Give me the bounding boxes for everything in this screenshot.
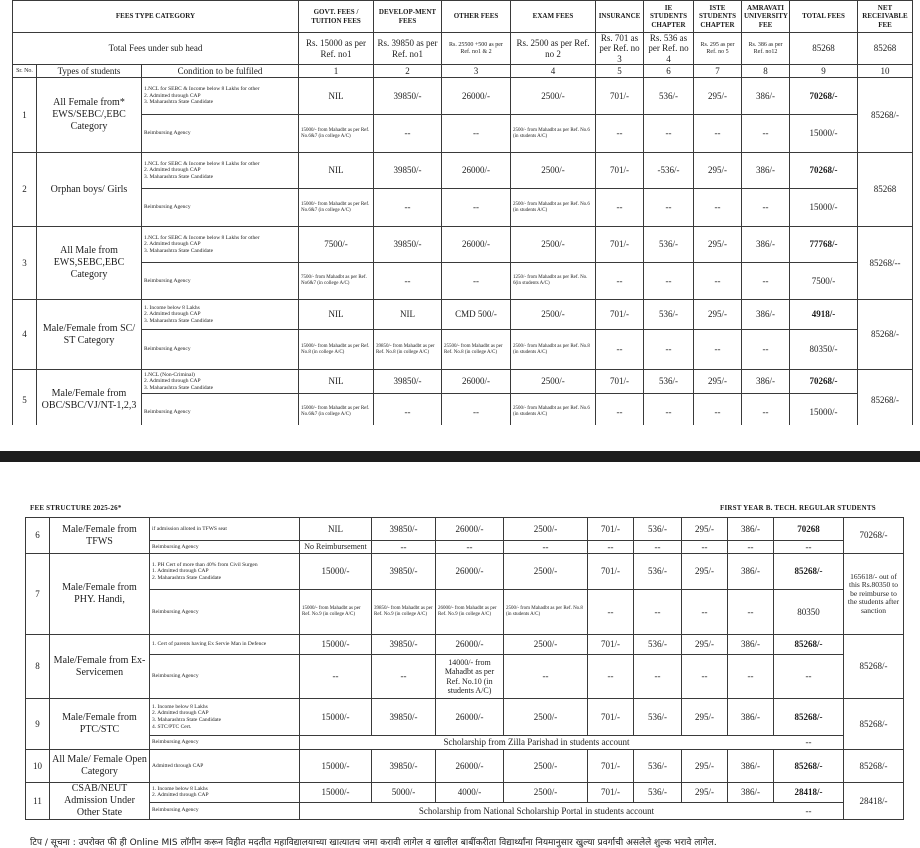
scholarship-note: Scholarship from Zilla Parishad in students account bbox=[300, 736, 774, 750]
total-fee-cell: 70268 bbox=[774, 518, 844, 541]
fee-cell: 701/- bbox=[596, 227, 644, 263]
fee-cell: 536/- bbox=[634, 750, 682, 783]
fee-cell: 536/- bbox=[644, 370, 694, 394]
fee-cell: 701/- bbox=[596, 78, 644, 115]
fee-cell: NIL bbox=[374, 300, 442, 330]
fee-cell: 701/- bbox=[588, 554, 634, 590]
table-row bbox=[13, 300, 913, 330]
reimbursement-cell: -- bbox=[694, 189, 742, 227]
column-number: 6 bbox=[644, 65, 694, 78]
row-sr-no: 7 bbox=[26, 554, 50, 635]
total-fee-cell: 28418/- bbox=[774, 783, 844, 803]
subhead-value: Rs. 536 as per Ref. no 4 bbox=[644, 33, 694, 65]
header-row bbox=[13, 1, 913, 33]
table-row-reimbursement bbox=[13, 330, 913, 370]
reimbursement-cell: 15000/- from Mahadbt as per Ref. No.6&7 (in college A/C) bbox=[299, 115, 374, 153]
reimbursement-cell: -- bbox=[588, 655, 634, 699]
reimbursement-cell: 14000/- from Mahadbt as per Ref. No.10 (in students A/C) bbox=[436, 655, 504, 699]
fee-cell: NIL bbox=[300, 518, 372, 541]
fee-cell: 15000/- bbox=[300, 699, 372, 736]
table-row bbox=[26, 699, 904, 736]
fee-cell: CMD 500/- bbox=[442, 300, 511, 330]
reimbursement-cell: -- bbox=[596, 189, 644, 227]
total-fee-cell: 85268/- bbox=[774, 635, 844, 655]
reimbursement-cell: 1250/- from Mahadbt as per Ref. No. 6(in students A/C) bbox=[511, 263, 596, 300]
fee-structure-title: FEE STRUCTURE 2025-26* bbox=[30, 504, 122, 512]
fee-cell: 2500/- bbox=[511, 370, 596, 394]
reimbursement-cell: 39850/- from Mahadbt as per Ref. No.8 (in college A/C) bbox=[374, 330, 442, 370]
fee-page-bottom bbox=[0, 462, 920, 848]
fee-cell: 536/- bbox=[634, 783, 682, 803]
column-number: 10 bbox=[858, 65, 913, 78]
student-type: CSAB/NEUT Admission Under Other State bbox=[50, 783, 150, 820]
table-row bbox=[26, 635, 904, 655]
fee-cell: 295/- bbox=[694, 227, 742, 263]
table-row-reimbursement bbox=[26, 802, 904, 819]
reimbursement-total-cell: 15000/- bbox=[790, 115, 858, 153]
reimbursement-cell: -- bbox=[442, 263, 511, 300]
fee-cell: 15000/- bbox=[300, 783, 372, 803]
table-row-reimbursement bbox=[13, 263, 913, 300]
fee-cell: 15000/- bbox=[300, 750, 372, 783]
reimbursement-total-cell: 80350/- bbox=[790, 330, 858, 370]
column-number: 4 bbox=[511, 65, 596, 78]
net-receivable-cell: 85268 bbox=[858, 153, 913, 227]
table-row bbox=[13, 370, 913, 394]
eligibility-condition: 1. Income below 8 Lakhs 2. Admitted through CAP bbox=[150, 783, 300, 803]
reimbursement-cell: -- bbox=[682, 590, 728, 635]
reimbursement-cell: 2500/- from Mahadbt as per Ref. No.6 (in students A/C) bbox=[511, 394, 596, 431]
fee-cell: 15000/- bbox=[300, 635, 372, 655]
reimbursement-cell: -- bbox=[644, 394, 694, 431]
reimbursement-cell: -- bbox=[436, 541, 504, 554]
fee-cell: 5000/- bbox=[372, 783, 436, 803]
col-header-ie-chapter: IE STUDENTS CHAPTER bbox=[644, 1, 694, 33]
fee-cell: NIL bbox=[299, 370, 374, 394]
reimbursement-cell: -- bbox=[742, 330, 790, 370]
table-row-reimbursement bbox=[26, 655, 904, 699]
fee-cell: 39850/- bbox=[374, 227, 442, 263]
reimbursement-cell: 2500/- from Mahadbt as per Ref. No.8 (in students A/C) bbox=[511, 330, 596, 370]
condition-header: Condition to be fulfiled bbox=[142, 65, 299, 78]
reimbursement-cell: -- bbox=[694, 115, 742, 153]
fee-cell: 386/- bbox=[728, 635, 774, 655]
scholarship-note: Scholarship from National Scholarship Portal in students account bbox=[300, 802, 774, 819]
reimbursement-cell: -- bbox=[374, 189, 442, 227]
table-row-reimbursement bbox=[26, 590, 904, 635]
fee-cell: 39850/- bbox=[372, 554, 436, 590]
reimbursement-cell: -- bbox=[372, 541, 436, 554]
fee-cell: 26000/- bbox=[436, 750, 504, 783]
net-receivable-cell: 85268/- bbox=[858, 78, 913, 153]
reimbursement-cell: -- bbox=[742, 115, 790, 153]
reimbursement-cell: -- bbox=[694, 263, 742, 300]
subhead-label: Total Fees under sub head bbox=[13, 33, 299, 65]
student-type: All Male/ Female Open Category bbox=[50, 750, 150, 783]
row-sr-no: 3 bbox=[13, 227, 37, 300]
fee-cell: 2500/- bbox=[504, 518, 588, 541]
column-number: 5 bbox=[596, 65, 644, 78]
reimbursement-cell: -- bbox=[634, 590, 682, 635]
reimbursement-cell: -- bbox=[596, 394, 644, 431]
total-fee-cell: 4918/- bbox=[790, 300, 858, 330]
fee-cell: 2500/- bbox=[504, 554, 588, 590]
reimbursing-agency-label: Reimbursing Agency bbox=[150, 655, 300, 699]
col-header-total-fees: TOTAL FEES bbox=[790, 1, 858, 33]
table-row-reimbursement bbox=[26, 541, 904, 554]
reimbursing-agency-label: Reimbursing Agency bbox=[142, 115, 299, 153]
fees-type-category-header: FEES TYPE CATEGORY bbox=[13, 1, 299, 33]
total-fee-cell: 70268/- bbox=[790, 370, 858, 394]
reimbursement-total-cell: -- bbox=[774, 802, 844, 819]
subhead-value: 85268 bbox=[790, 33, 858, 65]
reimbursement-cell: -- bbox=[588, 541, 634, 554]
reimbursement-total-cell: -- bbox=[774, 736, 844, 750]
reimbursement-cell: -- bbox=[504, 655, 588, 699]
row-sr-no: 8 bbox=[26, 635, 50, 699]
reimbursement-cell: 2500/- from Mahadbt as per Ref. No.6 (in students A/C) bbox=[511, 115, 596, 153]
reimbursement-cell: -- bbox=[634, 655, 682, 699]
net-receivable-cell: 85268/-- bbox=[858, 227, 913, 300]
eligibility-condition: 1.NCL for SEBC & Income below 8 Lakhs for other 2. Admitted through CAP 3. Maharashtra State Candidate bbox=[142, 78, 299, 115]
col-header-govt-fees: GOVT. FEES / TUITION FEES bbox=[299, 1, 374, 33]
fee-table-part-2 bbox=[25, 517, 904, 820]
fee-cell: 26000/- bbox=[436, 635, 504, 655]
fee-cell: 2500/- bbox=[504, 750, 588, 783]
fee-cell: 4000/- bbox=[436, 783, 504, 803]
reimbursement-cell: -- bbox=[372, 655, 436, 699]
student-type: Male/Female from Ex-Servicemen bbox=[50, 635, 150, 699]
total-fee-cell: 85268/- bbox=[774, 750, 844, 783]
fee-cell: 2500/- bbox=[504, 783, 588, 803]
col-header-net-receivable: NET RECEIVABLE FEE bbox=[858, 1, 913, 33]
fee-cell: 39850/- bbox=[372, 750, 436, 783]
subhead-value: Rs. 295 as per Ref. no 5 bbox=[694, 33, 742, 65]
student-type: Male/Female from PHY. Handi, bbox=[50, 554, 150, 635]
fee-cell: 7500/- bbox=[299, 227, 374, 263]
reimbursement-cell: -- bbox=[596, 115, 644, 153]
fee-cell: 536/- bbox=[634, 518, 682, 541]
col-header-university-fee: AMRAVATI UNIVERSITY FEE bbox=[742, 1, 790, 33]
fee-cell: 295/- bbox=[694, 300, 742, 330]
table-row bbox=[26, 750, 904, 783]
fee-cell: 386/- bbox=[728, 518, 774, 541]
fee-cell: 26000/- bbox=[436, 699, 504, 736]
fee-cell: 26000/- bbox=[442, 227, 511, 263]
fee-cell: 2500/- bbox=[504, 699, 588, 736]
reimbursement-cell: -- bbox=[442, 189, 511, 227]
eligibility-condition: 1. Income below 8 Lakhs 2. Admitted through CAP 3. Maharashtra State Candidate bbox=[142, 300, 299, 330]
fee-cell: 386/- bbox=[742, 370, 790, 394]
no-reimbursement-cell: No Reimbursement bbox=[300, 541, 372, 554]
net-receivable-cell: 70268/- bbox=[844, 518, 904, 554]
fee-cell: 536/- bbox=[644, 227, 694, 263]
row-sr-no: 11 bbox=[26, 783, 50, 820]
net-receivable-cell: 165618/- out of this Rs.80350 to be reimburse to the students after sanction bbox=[844, 554, 904, 635]
col-header-iste-chapter: ISTE STUDENTS CHAPTER bbox=[694, 1, 742, 33]
reimbursement-cell: 15000/- from Mahadbt as per Ref. No.8 (in college A/C) bbox=[299, 330, 374, 370]
student-type: All Male from EWS,SEBC,EBC Category bbox=[37, 227, 142, 300]
reimbursement-cell: -- bbox=[442, 394, 511, 431]
reimbursing-agency-label: Reimbursing Agency bbox=[150, 736, 300, 750]
subhead-row bbox=[13, 33, 913, 65]
fee-cell: 536/- bbox=[644, 78, 694, 115]
row-sr-no: 5 bbox=[13, 370, 37, 431]
reimbursement-cell: 25500/- from Mahadbt as per Ref. No.8 (in college A/C) bbox=[442, 330, 511, 370]
reimbursement-total-cell: -- bbox=[774, 655, 844, 699]
first-year-title: FIRST YEAR B. TECH. REGULAR STUDENTS bbox=[720, 504, 876, 512]
fee-cell: 39850/- bbox=[372, 518, 436, 541]
fee-cell: 386/- bbox=[728, 554, 774, 590]
net-receivable-cell: 28418/- bbox=[844, 783, 904, 820]
subhead-value: Rs. 25500 +500 as per Ref. no1 & 2 bbox=[442, 33, 511, 65]
sr-no-header: Sr. No. bbox=[13, 65, 37, 78]
fee-cell: 295/- bbox=[682, 635, 728, 655]
column-number: 3 bbox=[442, 65, 511, 78]
fee-cell: 295/- bbox=[694, 370, 742, 394]
reimbursement-cell: 26000/- from Mahadbt as per Ref. No.9 (in college A/C) bbox=[436, 590, 504, 635]
col-header-exam-fees: EXAM FEES bbox=[511, 1, 596, 33]
column-number-row bbox=[13, 65, 913, 78]
column-number: 8 bbox=[742, 65, 790, 78]
reimbursement-cell: -- bbox=[694, 394, 742, 431]
table-row-reimbursement bbox=[13, 115, 913, 153]
reimbursement-cell: -- bbox=[374, 394, 442, 431]
reimbursement-total-cell: 80350 bbox=[774, 590, 844, 635]
subhead-value: Rs. 386 as per Ref. no12 bbox=[742, 33, 790, 65]
student-type: Male/Female from PTC/STC bbox=[50, 699, 150, 750]
reimbursement-cell: 15000/- from Mahadbt as per Ref. No.9 (in college A/C) bbox=[300, 590, 372, 635]
fee-cell: 26000/- bbox=[442, 78, 511, 115]
column-number: 2 bbox=[374, 65, 442, 78]
fee-cell: 2500/- bbox=[511, 78, 596, 115]
total-fee-cell: 85268/- bbox=[774, 554, 844, 590]
fee-cell: 39850/- bbox=[374, 370, 442, 394]
reimbursement-cell: -- bbox=[588, 590, 634, 635]
student-type: Orphan boys/ Girls bbox=[37, 153, 142, 227]
fee-cell: 295/- bbox=[682, 783, 728, 803]
fee-cell: 701/- bbox=[588, 635, 634, 655]
row-sr-no: 1 bbox=[13, 78, 37, 153]
reimbursement-cell: -- bbox=[442, 115, 511, 153]
total-fee-cell: 85268/- bbox=[774, 699, 844, 736]
reimbursement-cell: 15000/- from Mahadbt as per Ref. No.6&7 (in college A/C) bbox=[299, 189, 374, 227]
fee-cell: 39850/- bbox=[374, 153, 442, 189]
net-receivable-cell: 85268/- bbox=[858, 300, 913, 370]
reimbursement-cell: -- bbox=[596, 330, 644, 370]
eligibility-condition: 1.NCL (Non-Criminal) 2. Admitted through CAP 3. Maharashtra State Candidate bbox=[142, 370, 299, 394]
fee-cell: 295/- bbox=[694, 78, 742, 115]
reimbursement-cell: -- bbox=[374, 263, 442, 300]
table-row bbox=[13, 153, 913, 189]
row-sr-no: 6 bbox=[26, 518, 50, 554]
fee-cell: 386/- bbox=[742, 227, 790, 263]
table-row bbox=[13, 227, 913, 263]
row-sr-no: 4 bbox=[13, 300, 37, 370]
fee-cell: 701/- bbox=[596, 153, 644, 189]
reimbursement-cell: -- bbox=[682, 655, 728, 699]
fee-cell: 2500/- bbox=[504, 635, 588, 655]
fee-cell: 536/- bbox=[634, 635, 682, 655]
eligibility-condition: if admission alloted in TFWS seat bbox=[150, 518, 300, 541]
table-row-reimbursement bbox=[13, 189, 913, 227]
reimbursement-total-cell: -- bbox=[774, 541, 844, 554]
fee-cell: 386/- bbox=[728, 783, 774, 803]
total-fee-cell: 70268/- bbox=[790, 78, 858, 115]
reimbursement-cell: -- bbox=[634, 541, 682, 554]
fee-cell: 386/- bbox=[742, 300, 790, 330]
net-receivable-cell: 85268/- bbox=[844, 699, 904, 750]
fee-cell: 295/- bbox=[682, 750, 728, 783]
fee-cell: 386/- bbox=[742, 78, 790, 115]
row-sr-no: 9 bbox=[26, 699, 50, 750]
reimbursing-agency-label: Reimbursing Agency bbox=[150, 802, 300, 819]
reimbursing-agency-label: Reimbursing Agency bbox=[150, 541, 300, 554]
total-fee-cell: 70268/- bbox=[790, 153, 858, 189]
subhead-value: Rs. 2500 as per Ref. no 2 bbox=[511, 33, 596, 65]
reimbursing-agency-label: Reimbursing Agency bbox=[142, 330, 299, 370]
table-row-reimbursement bbox=[26, 736, 904, 750]
reimbursement-cell: -- bbox=[374, 115, 442, 153]
fee-cell: 701/- bbox=[588, 750, 634, 783]
fee-cell: 701/- bbox=[588, 783, 634, 803]
fee-cell: 386/- bbox=[728, 750, 774, 783]
fee-cell: 26000/- bbox=[436, 554, 504, 590]
reimbursement-cell: 15000/- from Mahadbt as per Ref. No.6&7 (in college A/C) bbox=[299, 394, 374, 431]
eligibility-condition: Admitted through CAP bbox=[150, 750, 300, 783]
fee-cell: 26000/- bbox=[442, 370, 511, 394]
subhead-value: Rs. 15000 as per Ref. no1 bbox=[299, 33, 374, 65]
fee-cell: 295/- bbox=[682, 518, 728, 541]
fee-cell: 39850/- bbox=[372, 635, 436, 655]
reimbursement-cell: 2500/- from Mahadbt as per Ref. No.8 (in students A/C) bbox=[504, 590, 588, 635]
reimbursement-cell: -- bbox=[742, 263, 790, 300]
types-header: Types of students bbox=[37, 65, 142, 78]
col-header-other-fees: OTHER FEES bbox=[442, 1, 511, 33]
fee-cell: 15000/- bbox=[300, 554, 372, 590]
reimbursing-agency-label: Reimbursing Agency bbox=[150, 590, 300, 635]
reimbursement-cell: -- bbox=[644, 263, 694, 300]
column-number: 9 bbox=[790, 65, 858, 78]
fee-cell: 701/- bbox=[588, 699, 634, 736]
reimbursement-cell: -- bbox=[682, 541, 728, 554]
subhead-value: Rs. 39850 as per Ref. no1 bbox=[374, 33, 442, 65]
net-receivable-cell: 85268/- bbox=[844, 750, 904, 783]
reimbursement-cell: -- bbox=[596, 263, 644, 300]
reimbursing-agency-label: Reimbursing Agency bbox=[142, 189, 299, 227]
reimbursing-agency-label: Reimbursing Agency bbox=[142, 263, 299, 300]
reimbursement-cell: -- bbox=[728, 590, 774, 635]
student-type: Male/Female from SC/ ST Category bbox=[37, 300, 142, 370]
table-row bbox=[26, 783, 904, 803]
fee-cell: -536/- bbox=[644, 153, 694, 189]
fee-table-part-1 bbox=[12, 0, 913, 431]
total-fee-cell: 77768/- bbox=[790, 227, 858, 263]
student-type: Male/Female from TFWS bbox=[50, 518, 150, 554]
page-separator bbox=[0, 425, 920, 462]
fee-cell: 386/- bbox=[742, 153, 790, 189]
fee-cell: 536/- bbox=[634, 699, 682, 736]
reimbursement-cell: -- bbox=[742, 394, 790, 431]
fee-cell: 536/- bbox=[644, 300, 694, 330]
reimbursement-cell: -- bbox=[644, 330, 694, 370]
footnote: टिप / सूचना : उपरोक्त फी ही Online MIS लॉगीन करून विहीत मदतीत महाविद्यालयाच्या खात्यातच जमा करावी लागेल व खालील बाबींकरीता विद्यार्थ्यांना नियमानुसार खुल्या प्रवर्गाची असलेले शुल्क भरावे लागेल. bbox=[30, 838, 717, 848]
row-sr-no: 2 bbox=[13, 153, 37, 227]
table-row bbox=[26, 518, 904, 541]
net-receivable-cell: 85268/- bbox=[858, 370, 913, 431]
fee-cell: NIL bbox=[299, 153, 374, 189]
eligibility-condition: 1. Cert of parents having Ex Servie Man in Defence bbox=[150, 635, 300, 655]
net-receivable-cell: 85268/- bbox=[844, 635, 904, 699]
reimbursement-cell: 39850/- from Mahadbt as per Ref. No.9 (in college A/C) bbox=[372, 590, 436, 635]
fee-cell: 26000/- bbox=[436, 518, 504, 541]
column-number: 7 bbox=[694, 65, 742, 78]
fee-cell: 701/- bbox=[596, 300, 644, 330]
table-row bbox=[26, 554, 904, 590]
eligibility-condition: 1. Income below 8 Lakhs 2. Admitted through CAP 3. Maharashtra State Candidate 4. STC/PTC Cert. bbox=[150, 699, 300, 736]
reimbursing-agency-label: Reimbursing Agency bbox=[142, 394, 299, 431]
fee-cell: 39850/- bbox=[372, 699, 436, 736]
fee-cell: 295/- bbox=[682, 554, 728, 590]
reimbursement-cell: -- bbox=[644, 189, 694, 227]
reimbursement-cell: 2500/- from Mahadbt as per Ref. No.6 (in students A/C) bbox=[511, 189, 596, 227]
fee-cell: 536/- bbox=[634, 554, 682, 590]
subhead-value: Rs. 701 as per Ref. no 3 bbox=[596, 33, 644, 65]
fee-cell: 2500/- bbox=[511, 300, 596, 330]
fee-cell: 295/- bbox=[682, 699, 728, 736]
col-header-development-fees: DEVELOP-MENT FEES bbox=[374, 1, 442, 33]
col-header-insurance: INSURANCE bbox=[596, 1, 644, 33]
fee-cell: 26000/- bbox=[442, 153, 511, 189]
reimbursement-cell: -- bbox=[504, 541, 588, 554]
reimbursement-cell: -- bbox=[728, 655, 774, 699]
reimbursement-total-cell: 15000/- bbox=[790, 189, 858, 227]
student-type: All Female from* EWS/SEBC/,EBC Category bbox=[37, 78, 142, 153]
table-row bbox=[13, 78, 913, 115]
eligibility-condition: 1.NCL for SEBC & Income below 8 Lakhs for other 2. Admitted through CAP 3. Maharashtra State Candidate bbox=[142, 227, 299, 263]
eligibility-condition: 1.NCL for SEBC & Income below 8 Lakhs for other 2. Admitted through CAP 3. Maharashtra State Candidate bbox=[142, 153, 299, 189]
fee-cell: 39850/- bbox=[374, 78, 442, 115]
reimbursement-total-cell: 7500/- bbox=[790, 263, 858, 300]
fee-cell: NIL bbox=[299, 300, 374, 330]
fee-cell: 295/- bbox=[694, 153, 742, 189]
reimbursement-cell: -- bbox=[694, 330, 742, 370]
fee-cell: 701/- bbox=[588, 518, 634, 541]
fee-cell: 701/- bbox=[596, 370, 644, 394]
reimbursement-cell: -- bbox=[644, 115, 694, 153]
column-number: 1 bbox=[299, 65, 374, 78]
reimbursement-cell: -- bbox=[300, 655, 372, 699]
eligibility-condition: 1. PH Cert of more than 40% from Civil Surgen 1. Admitted through CAP 2. Maharashtra State Candidate bbox=[150, 554, 300, 590]
fee-cell: NIL bbox=[299, 78, 374, 115]
fee-cell: 2500/- bbox=[511, 227, 596, 263]
row-sr-no: 10 bbox=[26, 750, 50, 783]
fee-cell: 386/- bbox=[728, 699, 774, 736]
reimbursement-cell: -- bbox=[728, 541, 774, 554]
student-type: Male/Female from OBC/SBC/VJ/NT-1,2,3 bbox=[37, 370, 142, 431]
fee-cell: 2500/- bbox=[511, 153, 596, 189]
subhead-value: 85268 bbox=[858, 33, 913, 65]
reimbursement-total-cell: 15000/- bbox=[790, 394, 858, 431]
reimbursement-cell: -- bbox=[742, 189, 790, 227]
reimbursement-cell: 7500/- from Mahadbt as per Ref. No6&7 (in college A/C) bbox=[299, 263, 374, 300]
